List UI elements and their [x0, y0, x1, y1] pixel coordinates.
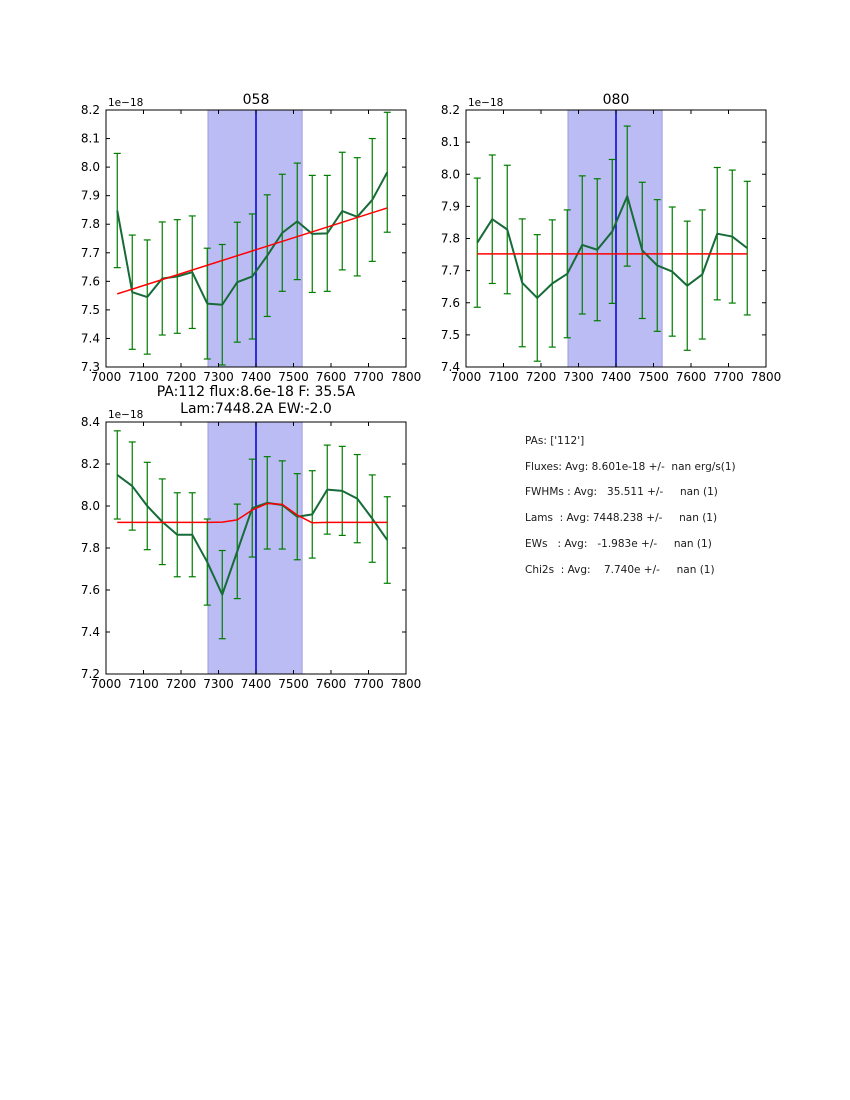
svg-text:7000: 7000: [90, 677, 122, 691]
svg-text:7.6: 7.6: [440, 295, 460, 310]
svg-text:7.6: 7.6: [80, 583, 100, 597]
svg-text:7200: 7200: [525, 370, 557, 384]
svg-text:8.2: 8.2: [80, 457, 100, 471]
svg-text:7400: 7400: [240, 370, 272, 384]
svg-text:7600: 7600: [315, 677, 347, 691]
stats-panel: [525, 429, 736, 583]
svg-text:7000: 7000: [450, 370, 482, 384]
plot-080: [420, 84, 782, 386]
plot-canvas: [60, 377, 422, 695]
svg-text:7.8: 7.8: [80, 541, 100, 555]
svg-text:7100: 7100: [128, 677, 159, 691]
svg-text:7300: 7300: [563, 370, 594, 384]
svg-text:8.2: 8.2: [80, 103, 100, 117]
svg-text:7.9: 7.9: [80, 188, 100, 203]
stats-ews: EWs : Avg: -1.983e +/- nan (1): [525, 537, 712, 550]
svg-text:7200: 7200: [165, 370, 197, 384]
svg-text:7500: 7500: [278, 677, 309, 691]
svg-text:7.7: 7.7: [80, 245, 100, 260]
svg-text:7300: 7300: [203, 370, 234, 384]
svg-text:7500: 7500: [278, 370, 309, 384]
svg-text:7300: 7300: [203, 677, 234, 691]
plot-title: 080: [602, 92, 630, 108]
svg-text:7200: 7200: [165, 677, 197, 691]
svg-text:7400: 7400: [600, 370, 632, 384]
plot-canvas: [60, 84, 422, 386]
svg-text:7.8: 7.8: [440, 231, 460, 246]
plot-058: [60, 84, 422, 386]
svg-text:8.0: 8.0: [80, 499, 100, 513]
svg-text:7600: 7600: [315, 370, 347, 384]
svg-text:7100: 7100: [128, 370, 159, 384]
stats-fluxes: Fluxes: Avg: 8.601e-18 +/- nan erg/s(1): [525, 460, 736, 473]
stats-pas: PAs: ['112']: [525, 435, 585, 447]
plot-title: 058: [242, 92, 270, 108]
svg-text:7100: 7100: [488, 370, 519, 384]
plot-title: PA:112 flux:8.6e-18 F: 35.5A: [156, 384, 356, 400]
svg-text:7.7: 7.7: [440, 263, 460, 278]
svg-text:7.8: 7.8: [80, 217, 100, 232]
svg-text:7500: 7500: [638, 370, 669, 384]
svg-text:7000: 7000: [90, 370, 122, 384]
svg-text:7700: 7700: [713, 370, 744, 384]
svg-text:7.4: 7.4: [440, 360, 460, 374]
svg-text:7.9: 7.9: [440, 199, 460, 214]
y-axis-offset-label: 1e−18: [108, 97, 144, 109]
svg-text:7.2: 7.2: [80, 667, 100, 681]
svg-text:7400: 7400: [240, 677, 272, 691]
y-axis-offset-label: 1e−18: [108, 409, 144, 421]
svg-text:8.1: 8.1: [440, 135, 460, 150]
svg-text:8.1: 8.1: [80, 131, 100, 146]
svg-text:7700: 7700: [353, 370, 384, 384]
svg-text:7.4: 7.4: [80, 625, 100, 639]
svg-text:7.5: 7.5: [80, 302, 100, 317]
stats-chi2s: Chi2s : Avg: 7.740e +/- nan (1): [525, 563, 715, 576]
svg-text:7600: 7600: [675, 370, 707, 384]
svg-text:8.2: 8.2: [440, 103, 460, 117]
svg-text:8.0: 8.0: [440, 167, 460, 182]
plot-title: Lam:7448.2A EW:-2.0: [180, 401, 332, 417]
stats-lams: Lams : Avg: 7448.238 +/- nan (1): [525, 512, 718, 525]
plot-canvas: [420, 84, 782, 386]
plot-pa112-fit: [60, 377, 422, 695]
svg-text:7800: 7800: [750, 370, 782, 384]
svg-text:8.0: 8.0: [80, 160, 100, 175]
stats-fwhms: FWHMs : Avg: 35.511 +/- nan (1): [525, 486, 718, 499]
svg-text:7700: 7700: [353, 677, 384, 691]
svg-text:7800: 7800: [390, 677, 422, 691]
svg-text:7.5: 7.5: [440, 327, 460, 342]
svg-text:8.4: 8.4: [80, 415, 100, 429]
svg-text:7.4: 7.4: [80, 331, 100, 346]
svg-text:7.6: 7.6: [80, 274, 100, 289]
y-axis-offset-label: 1e−18: [468, 97, 504, 109]
svg-text:7.3: 7.3: [80, 360, 100, 374]
svg-text:7800: 7800: [390, 370, 422, 384]
